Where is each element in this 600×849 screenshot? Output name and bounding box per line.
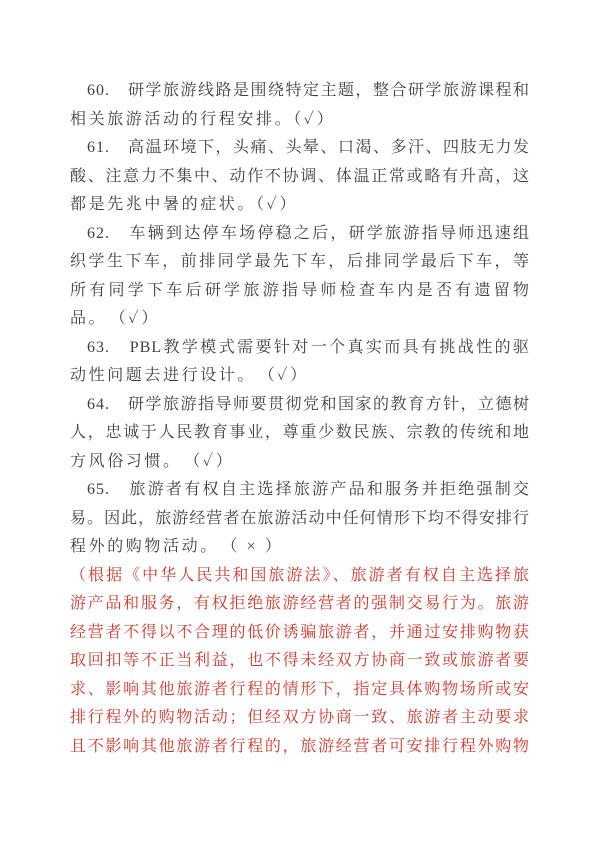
question-line: 61. 高温环境下，头痛、头晕、口渴、多汗、四肢无力发	[87, 139, 530, 156]
question-line: 64. 研学旅游指导师要贯彻党和国家的教育方针，立德树	[87, 395, 530, 413]
explanation-line: （根据《中华人民共和国旅游法》、旅游者有权自主选择旅	[70, 566, 530, 584]
question-line: 程外的购物活动。 （ × ）	[70, 538, 284, 555]
question-line: 方风俗习惯。 （✓）	[70, 452, 235, 470]
explanation-line: 求、影响其他旅游者行程的情形下，指定具体购物场所或安	[70, 680, 530, 698]
question-line: 都是先兆中暑的症状。（✓）	[70, 196, 299, 213]
question-line: 人，忠诚于人民教育事业，尊重少数民族、宗教的传统和地	[70, 424, 530, 441]
explanation	[70, 562, 530, 762]
explanation-line: 排行程外的购物活动；但经双方协商一致、旅游者主动要求	[70, 709, 530, 726]
explanation-line: 经营者不得以不合理的低价诱骗旅游者，并通过安排购物获	[70, 623, 530, 641]
question-line: 动性问题去进行设计。 （✓）	[70, 367, 309, 384]
question-line: 60. 研学旅游线路是围绕特定主题，整合研学旅游课程和	[87, 82, 530, 99]
text-block	[70, 77, 530, 761]
question-line: 相关旅游活动的行程安排。（✓）	[70, 110, 336, 128]
questions	[70, 77, 530, 562]
explanation-line: 游产品和服务，有权拒绝旅游经营者的强制交易行为。旅游	[70, 595, 530, 612]
question-line: 品。 （✓）	[70, 310, 160, 327]
explanation-line: 且不影响其他旅游者行程的，旅游经营者可安排行程外购物	[70, 737, 530, 755]
question-line: 所有同学下车后研学旅游指导师检查车内是否有遗留物	[70, 281, 530, 299]
question-line: 63. PBL教学模式需要针对一个真实而具有挑战性的驱	[87, 338, 530, 356]
explanation-line: 取回扣等不正当利益，也不得未经双方协商一致或旅游者要	[70, 652, 530, 669]
question-line: 织学生下车，前排同学最先下车，后排同学最后下车，等	[70, 253, 530, 270]
question-line: 62. 车辆到达停车场停稳之后，研学旅游指导师迅速组	[87, 224, 530, 242]
question-line: 65. 旅游者有权自主选择旅游产品和服务并拒绝强制交	[87, 481, 530, 498]
question-line: 易。因此，旅游经营者在旅游活动中任何情形下均不得安排行	[70, 509, 530, 527]
question-line: 酸、注意力不集中、动作不协调、体温正常或略有升高，这	[70, 167, 530, 185]
